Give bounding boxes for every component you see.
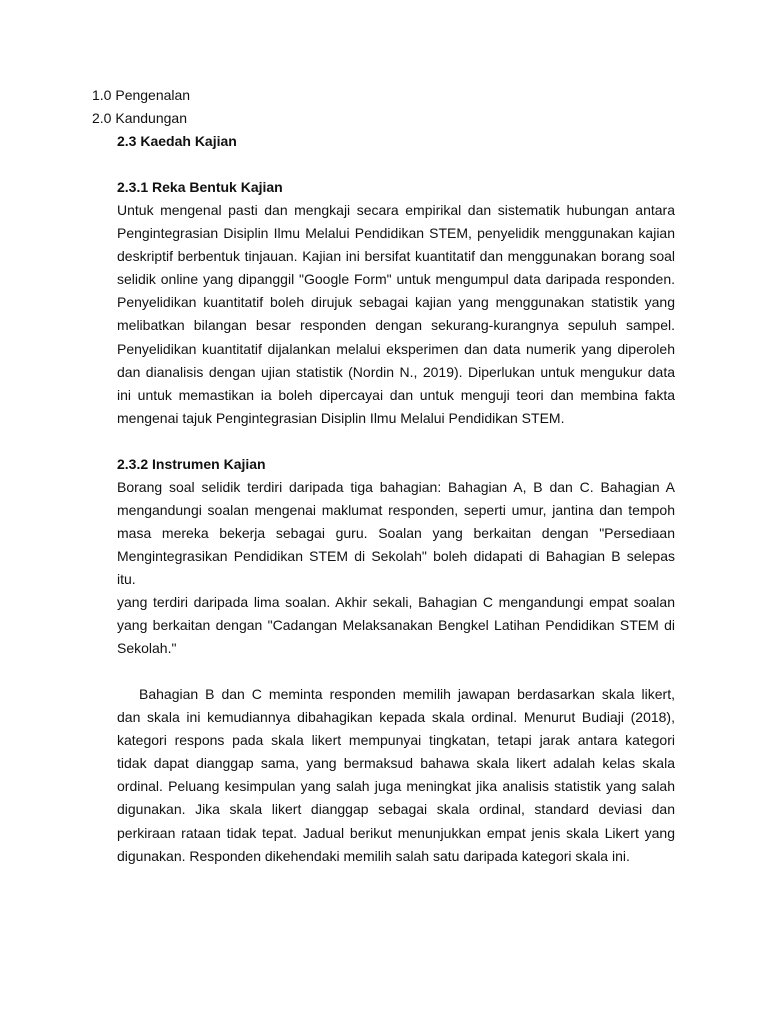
text-line: kategori respons pada skala likert mempunyai tingkatan, tetapi jarak antara kategori — [117, 732, 675, 749]
subsection-heading-reka-bentuk: 2.3.1 Reka Bentuk Kajian — [117, 179, 283, 196]
text-line: Mengintegrasikan Pendidikan STEM di Sekolah" boleh didapati di Bahagian B selepas — [117, 547, 675, 564]
text-line: Borang soal selidik terdiri daripada tiga bahagian: Bahagian A, B dan C. Bahagian A — [117, 478, 675, 495]
paragraph — [117, 591, 675, 660]
document-body — [0, 84, 768, 868]
blank-line — [117, 153, 675, 176]
text-line: dan skala ini kemudiannya dibahagikan kepada skala ordinal. Menurut Budiaji (2018), — [117, 709, 675, 726]
text-line: yang terdiri daripada lima soalan. Akhir sekali, Bahagian C mengandungi empat soalan — [117, 594, 675, 611]
text-line: tidak dapat dianggap sama, yang bermaksud bahawa skala likert adalah kelas skala — [117, 755, 675, 772]
text-line: masa mereka bekerja sebagai guru. Soalan yang berkaitan dengan "Persediaan — [117, 524, 675, 541]
text-line: ordinal. Peluang kesimpulan yang salah juga meningkat jika analisis statistik yang salah — [117, 778, 675, 795]
text-line: deskriptif berbentuk tinjauan. Kajian ini bersifat kuantitatif dan menggunakan borang soal — [117, 248, 675, 265]
text-line: yang berkaitan dengan "Cadangan Melaksanakan Bengkel Latihan Pendidikan STEM di — [117, 617, 675, 634]
blank-line — [117, 660, 675, 683]
text-line: digunakan. Jika skala likert dianggap sebagai skala ordinal, standard deviasi dan — [117, 801, 675, 818]
section-heading: 2.3 Kaedah Kajian — [117, 133, 237, 150]
content-column — [117, 130, 675, 868]
subsection-heading-instrumen: 2.3.2 Instrumen Kajian — [117, 455, 266, 472]
text-line: Penyelidikan kuantitatif dijalankan melalui eksperimen dan data numerik yang diperoleh — [117, 340, 675, 357]
text-line: melibatkan bilangan besar responden dengan sekurang-kurangnya sepuluh sampel. — [117, 317, 675, 334]
toc-item-pengenalan: 1.0 Pengenalan — [92, 87, 191, 103]
text-line: digunakan. Responden dikehendaki memilih salah satu daripada kategori skala ini. — [117, 847, 630, 864]
text-line: Pengintegrasian Disiplin Ilmu Melalui Pendidikan STEM, penyelidik menggunakan kajian — [117, 225, 675, 242]
text-line: perkiraan rataan tidak tepat. Jadual berikut menunjukkan empat jenis skala Likert yang — [117, 824, 675, 841]
paragraph — [117, 476, 675, 591]
text-line: Untuk mengenal pasti dan mengkaji secara empirikal dan sistematik hubungan antara — [117, 202, 675, 219]
text-line: mengandungi soalan mengenai maklumat responden, seperti umur, jantina dan tempoh — [117, 501, 675, 518]
paragraph — [117, 683, 675, 867]
text-line: Penyelidikan kuantitatif boleh dirujuk sebagai kajian yang menggunakan statistik yang — [117, 294, 675, 311]
text-line: Sekolah." — [117, 640, 177, 657]
text-line: Bahagian B dan C meminta responden memilih jawapan berdasarkan skala likert, — [139, 686, 675, 703]
text-line: ini untuk memastikan ia boleh dipercayai dan untuk menguji teori dan membina fakta — [117, 386, 675, 403]
toc-item-kandungan: 2.0 Kandungan — [92, 110, 187, 127]
text-line: itu. — [117, 570, 136, 587]
text-line: dan dianalisis dengan ujian statistik (Nordin N., 2019). Diperlukan untuk mengukur data — [117, 363, 675, 380]
blank-line — [117, 430, 675, 453]
text-line: selidik online yang dipanggil "Google Form" untuk mengumpul data daripada responden. — [117, 271, 675, 288]
paragraph — [117, 199, 675, 429]
text-line: mengenai tajuk Pengintegrasian Disiplin Ilmu Melalui Pendidikan STEM. — [117, 409, 565, 426]
